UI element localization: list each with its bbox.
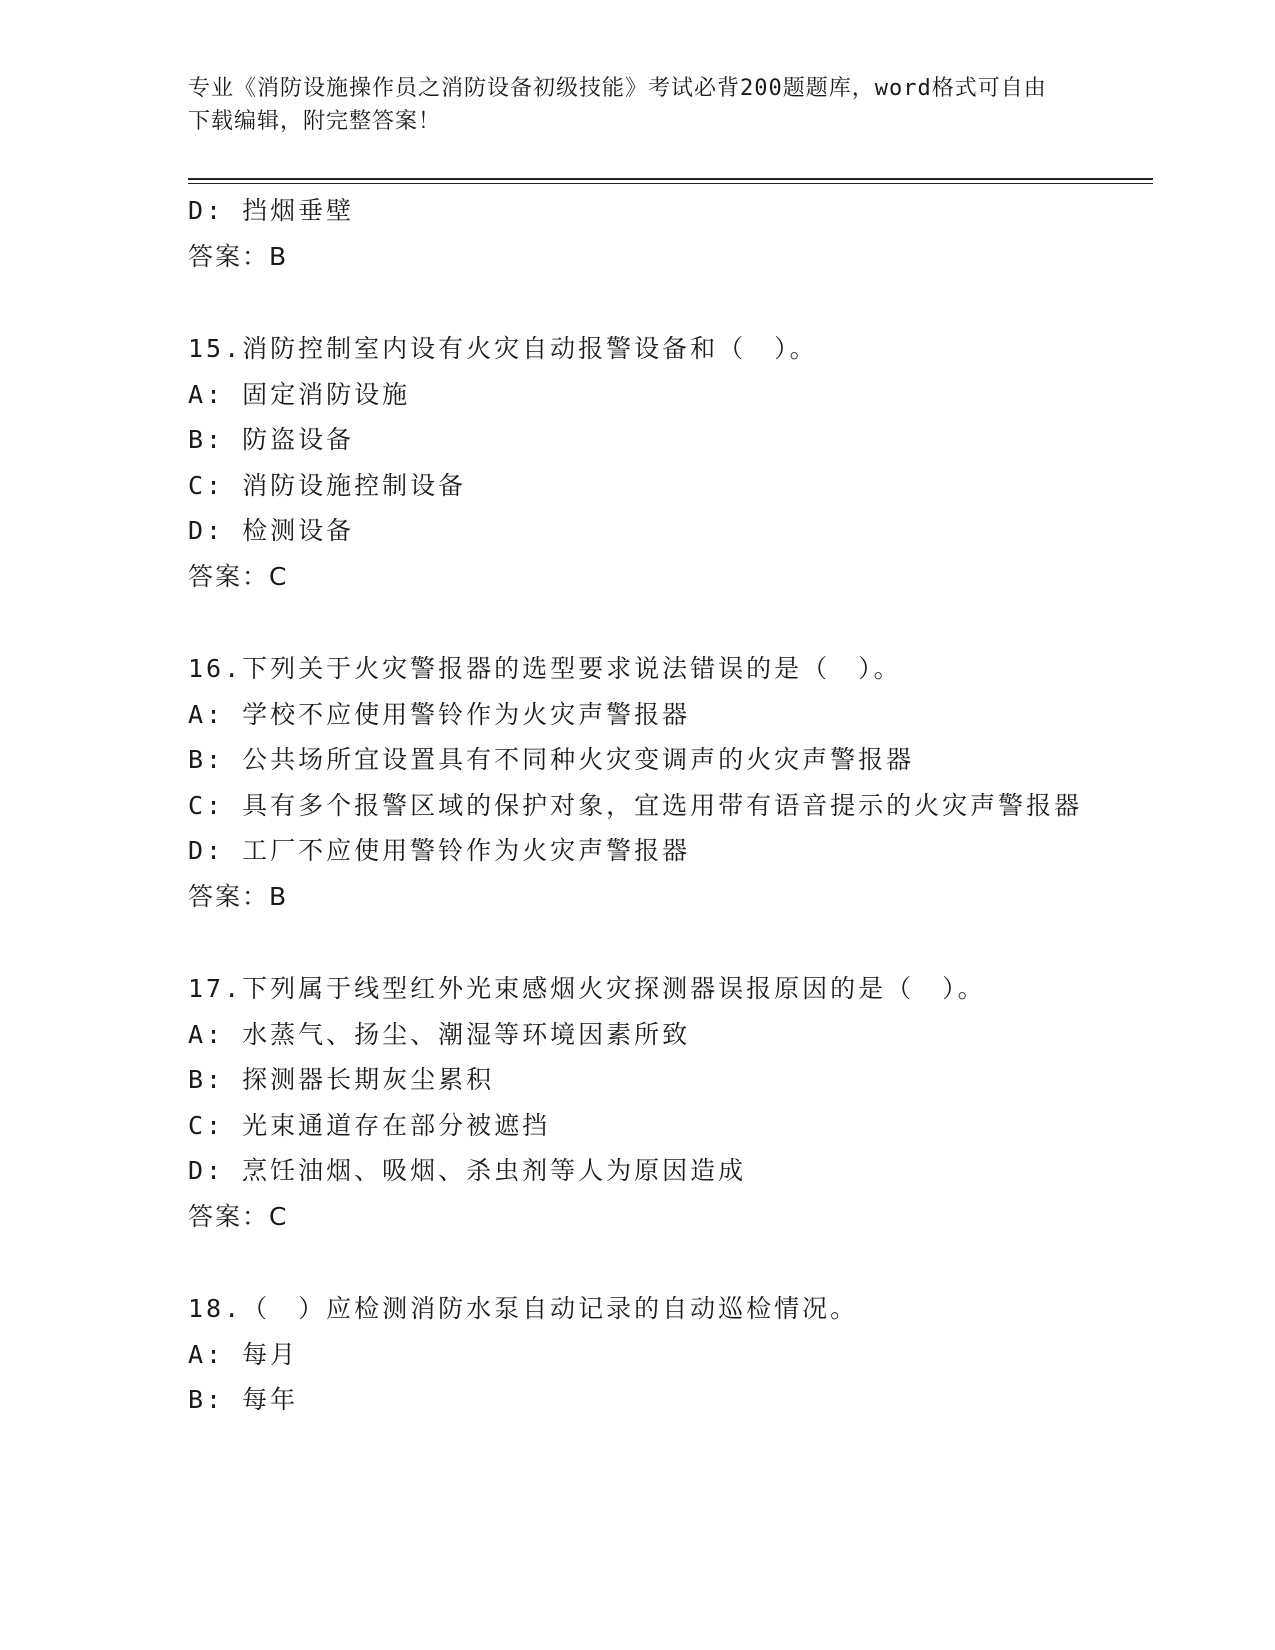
answer-line: 答案：B	[188, 241, 289, 271]
answer-line: 答案：B	[188, 881, 289, 911]
option-a: A: 水蒸气、扬尘、潮湿等环境因素所致	[188, 1019, 691, 1049]
option-c: C: 光束通道存在部分被遮挡	[188, 1110, 551, 1140]
question-stem: 15.消防控制室内设有火灾自动报警设备和（ ）。	[188, 334, 818, 363]
option-d: D: 烹饪油烟、吸烟、杀虫剂等人为原因造成	[188, 1156, 747, 1185]
option-a: A: 固定消防设施	[188, 379, 411, 409]
option-a: A: 学校不应使用警铃作为火灾声警报器	[188, 699, 691, 729]
question-16	[188, 646, 1088, 919]
question-stem: 16.下列关于火灾警报器的选型要求说法错误的是（ ）。	[188, 654, 902, 683]
option-b: B: 探测器长期灰尘累积	[188, 1065, 495, 1094]
question-stem: 18.（ ）应检测消防水泵自动记录的自动巡检情况。	[188, 1294, 859, 1323]
document-header	[188, 72, 1068, 138]
option-d: D: 工厂不应使用警铃作为火灾声警报器	[188, 836, 691, 865]
answer-line: 答案：C	[188, 561, 289, 591]
option-c: C: 具有多个报警区域的保护对象，宜选用带有语音提示的火灾声警报器	[188, 790, 1083, 820]
question-17	[188, 966, 1088, 1239]
option-a: A: 每月	[188, 1339, 299, 1369]
answer-line: 答案：C	[188, 1201, 289, 1231]
document-body	[188, 188, 1088, 1423]
question-stem: 17.下列属于线型红外光束感烟火灾探测器误报原因的是（ ）。	[188, 974, 986, 1003]
option-b: B: 每年	[188, 1385, 299, 1414]
option-b: B: 防盗设备	[188, 425, 355, 454]
header-title: 专业《消防设施操作员之消防设备初级技能》考试必背200题题库，word格式可自由下载编辑，附完整答案！	[188, 76, 1047, 134]
option-d: D: 检测设备	[188, 516, 355, 545]
option-c: C: 消防设施控制设备	[188, 470, 467, 500]
question-15	[188, 326, 1088, 599]
option-d: D: 挡烟垂壁	[188, 196, 355, 225]
header-divider-thin	[188, 183, 1153, 184]
question-18	[188, 1286, 1088, 1423]
option-b: B: 公共场所宜设置具有不同种火灾变调声的火灾声警报器	[188, 745, 915, 774]
question-14-continued	[188, 188, 1088, 279]
header-divider	[188, 178, 1153, 180]
